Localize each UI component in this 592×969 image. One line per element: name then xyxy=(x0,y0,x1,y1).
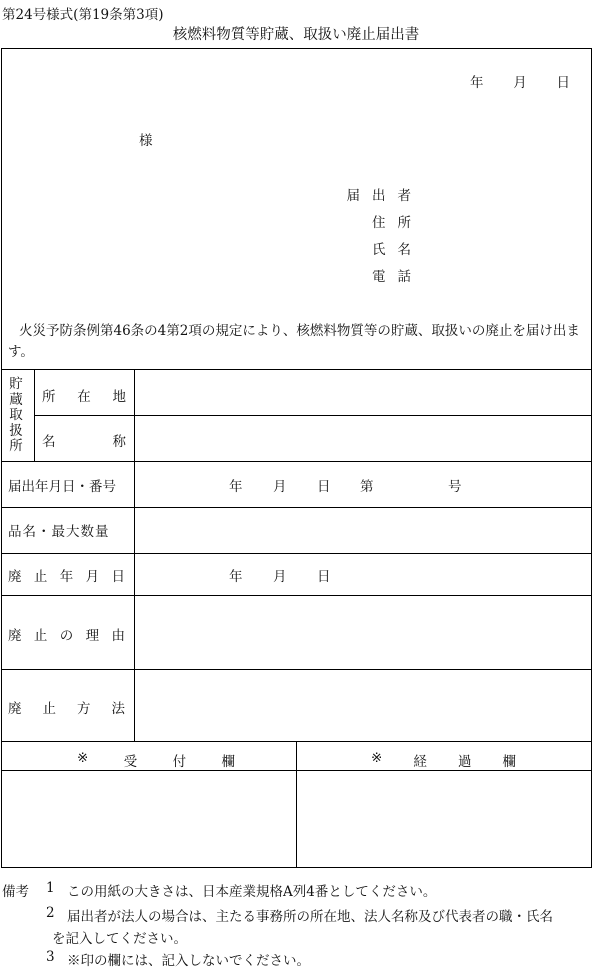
abolition-reason-char: 理 xyxy=(85,628,100,644)
notifier-heading xyxy=(335,184,411,204)
abolition-method-char: 方 xyxy=(77,701,91,717)
notifier-name-char: 名 xyxy=(397,242,411,258)
abolition-method-char: 廃 xyxy=(8,701,22,717)
notifier-address-char: 住 xyxy=(372,215,386,231)
divider-location-name xyxy=(34,415,591,416)
note-2-text: 届出者が法人の場合は、主たる事務所の所在地、法人名称及び代表者の職・氏名 xyxy=(67,909,553,925)
note-1-number: 1 xyxy=(46,880,55,896)
notification-date-number-label: 届出年月日・番号 xyxy=(8,479,116,495)
location-label-char: 在 xyxy=(77,389,91,405)
date-day-label: 日 xyxy=(556,75,570,91)
progress-char: 経 xyxy=(413,754,427,770)
form-title: 核燃料物質等貯蔵、取扱い廃止届出書 xyxy=(172,27,420,43)
abolition-method-char: 止 xyxy=(42,701,56,717)
storage-label-char: 蔵 xyxy=(9,391,23,408)
abolition-date-char: 廃 xyxy=(8,569,22,585)
submission-date-line xyxy=(470,71,570,91)
storage-label-char: 扱 xyxy=(9,422,23,439)
progress-char: 過 xyxy=(457,754,472,770)
name-label xyxy=(42,430,126,450)
abolition-date-char: 止 xyxy=(33,569,48,585)
location-label xyxy=(42,385,126,405)
divider-vertical-label xyxy=(34,369,35,461)
abolition-month-label: 月 xyxy=(273,569,287,585)
note-3-number: 3 xyxy=(46,949,55,965)
divider-abolition-date-bottom xyxy=(2,595,591,596)
abolition-reason-label xyxy=(8,624,125,644)
form-code: 第24号様式(第19条第3項) xyxy=(2,7,164,23)
abolition-reason-char: の xyxy=(59,628,74,644)
reception-char: 付 xyxy=(172,754,187,770)
abolition-date-label xyxy=(8,565,125,585)
location-label-char: 所 xyxy=(42,389,56,405)
notifier-phone-char: 話 xyxy=(397,269,411,285)
notes-heading: 備考 xyxy=(2,884,29,900)
addressee-suffix: 様 xyxy=(139,133,153,149)
reception-char: ※ xyxy=(77,750,89,766)
notifier-phone-char: 電 xyxy=(372,269,386,285)
abolition-method-char: 法 xyxy=(111,701,125,717)
notif-month-label: 月 xyxy=(273,479,287,495)
abolition-method-label xyxy=(8,697,125,717)
notifier-name-label xyxy=(335,238,411,258)
abolition-reason-char: 止 xyxy=(33,628,48,644)
location-label-char: 地 xyxy=(112,389,126,405)
note-1-text: この用紙の大きさは、日本産業規格A列4番としてください。 xyxy=(67,884,437,900)
progress-char: 欄 xyxy=(502,754,516,770)
divider-statement-bottom xyxy=(2,369,591,370)
abolition-reason-char: 廃 xyxy=(8,628,22,644)
divider-reason-bottom xyxy=(2,669,591,670)
notif-day-label: 日 xyxy=(317,479,331,495)
divider-reception-progress xyxy=(296,741,297,867)
item-max-qty-label: 品名・最大数量 xyxy=(8,524,110,540)
abolition-reason-char: 由 xyxy=(111,628,125,644)
notifier-heading-char: 届 xyxy=(346,188,360,204)
abolition-date-char: 年 xyxy=(59,569,74,585)
date-month-label: 月 xyxy=(513,75,527,91)
abolition-day-label: 日 xyxy=(317,569,331,585)
reception-char: 受 xyxy=(123,754,138,770)
note-2-number: 2 xyxy=(46,905,55,921)
notifier-heading-char: 者 xyxy=(397,188,411,204)
divider-notif-bottom xyxy=(2,507,591,508)
notif-year-label: 年 xyxy=(229,479,243,495)
notifier-name-char: 氏 xyxy=(372,242,386,258)
progress-column-header xyxy=(371,750,516,770)
progress-char: ※ xyxy=(371,750,383,766)
divider-storage-bottom xyxy=(2,461,591,462)
notifier-address-char: 所 xyxy=(397,215,411,231)
storage-label-char: 所 xyxy=(9,438,23,455)
storage-label-char: 取 xyxy=(9,407,23,424)
name-label-char: 称 xyxy=(112,434,126,450)
notifier-address-label xyxy=(335,211,411,231)
note-3-text: ※印の欄には、記入しないでください。 xyxy=(67,953,310,969)
storage-site-label xyxy=(1,372,31,460)
reception-column-header xyxy=(77,750,235,770)
abolition-date-char: 日 xyxy=(111,569,125,585)
name-label-char: 名 xyxy=(42,434,56,450)
divider-item-bottom xyxy=(2,553,591,554)
date-year-label: 年 xyxy=(470,75,484,91)
statement-text: 火災予防条例第46条の4第2項の規定により、核燃料物質等の貯蔵、取扱いの廃止を届け出ます。 xyxy=(8,323,580,360)
notifier-phone-label xyxy=(335,265,411,285)
reception-char: 欄 xyxy=(221,754,235,770)
form-outer-frame xyxy=(1,48,592,868)
note-2-continuation: を記入してください。 xyxy=(52,931,187,947)
notifier-heading-char: 出 xyxy=(372,188,386,204)
divider-label-column xyxy=(134,369,135,741)
storage-label-char: 貯 xyxy=(9,376,23,393)
abolition-date-char: 月 xyxy=(85,569,100,585)
notif-number-suffix: 号 xyxy=(448,479,462,495)
abolition-year-label: 年 xyxy=(229,569,243,585)
notif-number-prefix: 第 xyxy=(360,479,374,495)
